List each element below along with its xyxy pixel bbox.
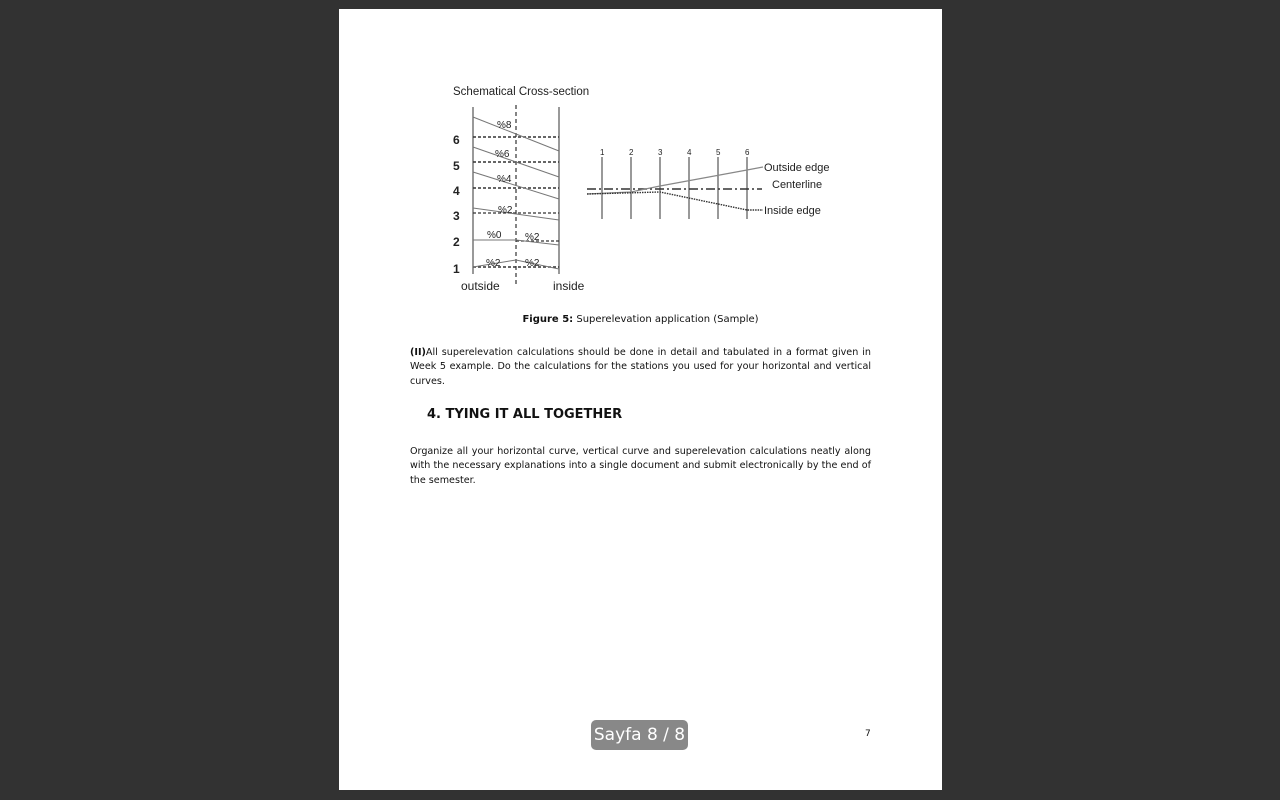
slope-label: %0	[487, 230, 502, 241]
superelevation-paragraph	[410, 346, 871, 389]
outside-edge-label: Outside edge	[764, 162, 830, 174]
slope-label: %4	[497, 174, 512, 185]
page-number: 7	[865, 729, 871, 739]
tying-together-paragraph: Organize all your horizontal curve, vertical curve and superelevation calculations neatly along with the necessary explanations into a single document and submit electronically by the end of the semester.	[410, 446, 871, 486]
centerline-label: Centerline	[772, 179, 823, 191]
slope-label: %6	[495, 149, 510, 160]
caption-label: Figure 5:	[522, 314, 574, 325]
station-number-4: 4	[687, 148, 692, 157]
profile-diagram	[587, 157, 763, 219]
page-indicator: Sayfa 8 / 8	[591, 720, 688, 750]
caption-text: Superelevation application (Sample)	[573, 314, 759, 325]
inside-edge-label: Inside edge	[764, 205, 821, 217]
slope-label: %2	[525, 232, 540, 243]
superelevation-figure	[339, 9, 942, 309]
station-number-3: 3	[658, 148, 663, 157]
figure-caption	[339, 314, 942, 325]
document-page	[339, 9, 942, 790]
outside-label: outside	[461, 279, 500, 293]
station-number-2: 2	[629, 148, 634, 157]
row-number-4: 4	[453, 184, 460, 198]
station-number-5: 5	[716, 148, 721, 157]
station-number-6: 6	[745, 148, 750, 157]
paragraph-text: All superelevation calculations should be done in detail and tabulated in a format given in Week 5 example. Do the calculations for the stations you used for your horizontal and vertical curves.	[410, 347, 871, 387]
row-number-6: 6	[453, 133, 460, 147]
paragraph-prefix: (II)	[410, 347, 426, 358]
row-number-1: 1	[453, 262, 460, 276]
station-number-1: 1	[600, 148, 605, 157]
row-number-3: 3	[453, 209, 460, 223]
figure-title: Schematical Cross-section	[453, 86, 590, 98]
row-number-5: 5	[453, 159, 460, 173]
slope-label: %2	[486, 258, 501, 269]
section-heading: 4. TYING IT ALL TOGETHER	[427, 407, 623, 422]
slope-label: %8	[497, 120, 512, 131]
row-number-2: 2	[453, 235, 460, 249]
inside-label: inside	[553, 279, 585, 293]
slope-label: %2	[525, 258, 540, 269]
slope-label: %2	[498, 205, 513, 216]
